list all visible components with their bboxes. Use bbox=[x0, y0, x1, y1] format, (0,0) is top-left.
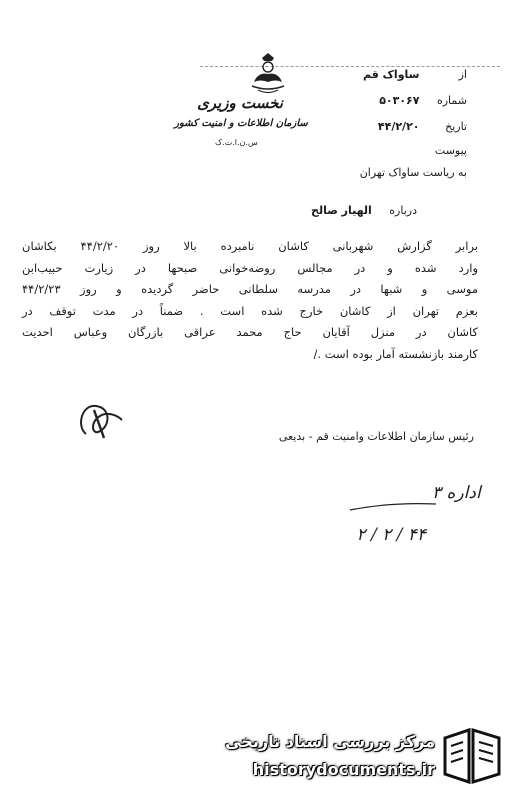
signer-line: رئیس سازمان اطلاعات وامنیت قم - بدیعی bbox=[278, 430, 474, 443]
from-label: از bbox=[458, 68, 467, 81]
handnote-line1: اداره ۳ bbox=[432, 483, 481, 503]
letterhead-title: نخست وزیری bbox=[197, 94, 283, 112]
top-dotted-line bbox=[200, 66, 500, 67]
archive-logo-icon bbox=[441, 728, 503, 784]
attachment-field bbox=[423, 144, 467, 157]
date-label: تاریخ bbox=[445, 120, 467, 133]
letterhead-subtitle: سازمان اطلاعات و امنیت کشور bbox=[174, 118, 308, 129]
letter-body bbox=[22, 236, 478, 366]
subject-label: درباره bbox=[389, 204, 417, 217]
attachment-label: پیوست bbox=[434, 144, 467, 157]
body-line: کارمند بازنشسته آمار بوده است ./ bbox=[313, 346, 478, 361]
recipient-line: به ریاست ساواک تهران bbox=[359, 166, 467, 179]
letterhead-ref: س.ن.ا.ت.ک bbox=[215, 138, 258, 147]
signature-scribble bbox=[72, 398, 130, 446]
number-value: ۵۰۳۰۶۷ bbox=[379, 94, 420, 107]
watermark-text-fa: مرکز بررسی اسناد تاریخی bbox=[225, 732, 435, 751]
body-line: برابر گزارش شهربانی کاشان نامبرده بالا روز ۴۴/۲/۲۰ بکاشان bbox=[22, 239, 478, 253]
handwritten-note bbox=[340, 474, 481, 564]
body-line: موسی و شبها در مدرسه سلطانی حاضر گردیده و روز ۴۴/۲/۲۳ bbox=[22, 282, 478, 297]
handnote-line2: ۲ / ۲ / ۴۴ bbox=[356, 525, 426, 545]
subject-line bbox=[311, 204, 417, 217]
date-field bbox=[378, 120, 467, 133]
watermark-text-en: historydocuments.ir bbox=[252, 760, 435, 779]
from-value: ساواک قم bbox=[363, 68, 420, 81]
number-label: شماره bbox=[436, 94, 467, 107]
subject-value: الهیار صالح bbox=[311, 204, 372, 217]
body-line: بعزم تهران از کاشان خارج شده است . ضمناً در مدت توقف در bbox=[22, 303, 478, 318]
from-field bbox=[363, 68, 467, 81]
lion-and-sun-emblem bbox=[248, 52, 288, 96]
date-value: ۴۴/۲/۲۰ bbox=[377, 120, 420, 133]
body-line: وارد شده و در مجالس روضه‌خوانی صبحها در زیارت حبیب‌ابن bbox=[22, 260, 478, 275]
watermark bbox=[225, 728, 513, 788]
body-line: کاشان در منزل آقایان حاج محمد عراقی بازرگان وعباس احدیت bbox=[22, 325, 478, 340]
number-field bbox=[379, 94, 467, 107]
